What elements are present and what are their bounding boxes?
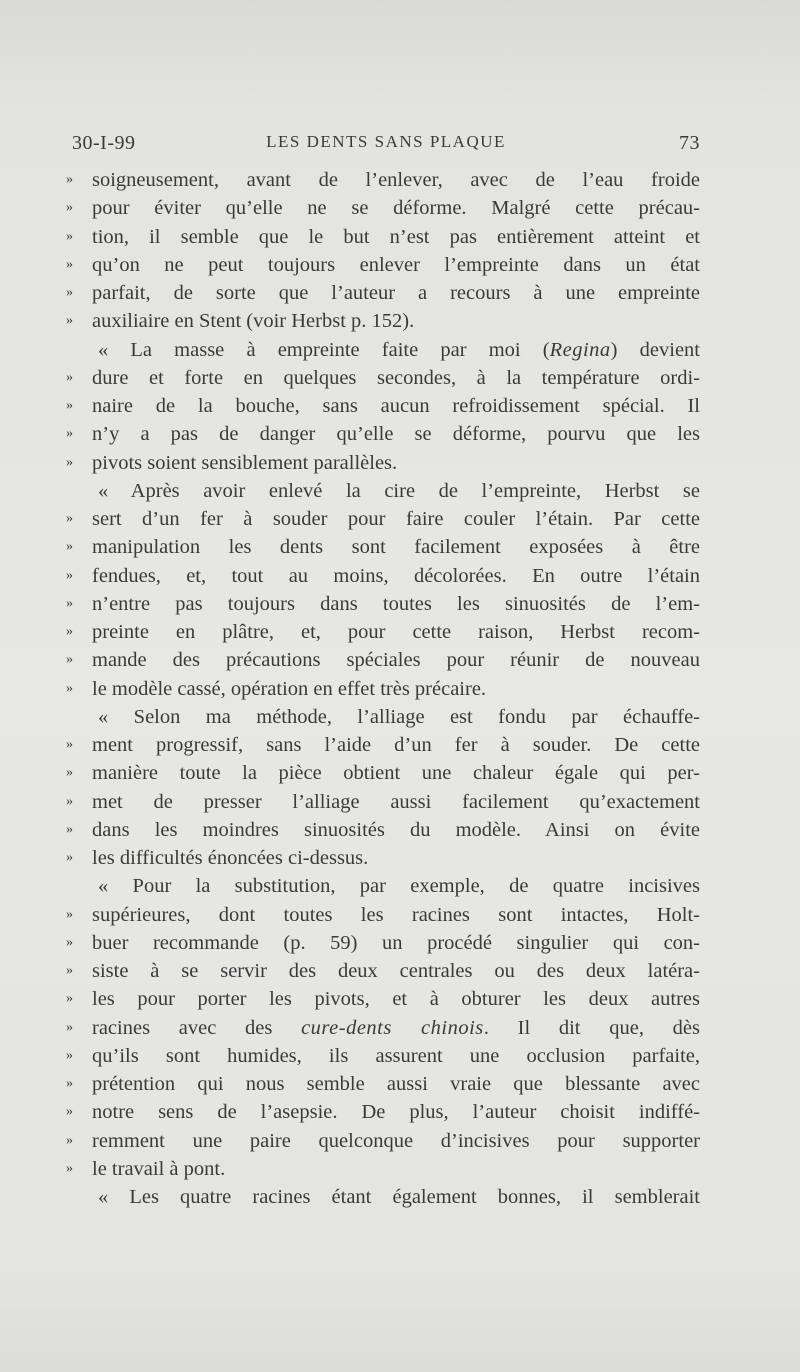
- text-line: [64, 957, 700, 985]
- text-line: [64, 731, 700, 759]
- quote-mark: »: [66, 1019, 73, 1035]
- line-text: « Après avoir enlevé la cire de l’empreinte, Herbst se: [98, 479, 700, 502]
- text-line: [64, 1155, 700, 1183]
- text-line: [64, 251, 700, 279]
- quote-mark: »: [66, 793, 73, 809]
- line-text: manipulation les dents sont facilement exposées à être: [92, 536, 700, 559]
- text-line: [64, 646, 700, 674]
- text-line: [64, 788, 700, 816]
- line-text: « Selon ma méthode, l’alliage est fondu par échauffe-: [98, 705, 700, 728]
- quote-mark: »: [66, 256, 73, 272]
- quote-mark: »: [66, 906, 73, 922]
- line-text: auxiliaire en Stent (voir Herbst p. 152).: [92, 310, 415, 333]
- text-line: [64, 590, 700, 618]
- text-line: [64, 307, 700, 335]
- line-text: ment progressif, sans l’aide d’un fer à souder. De cette: [92, 734, 700, 756]
- text-line: [64, 223, 700, 251]
- text-line: [64, 844, 700, 872]
- quote-mark: »: [66, 595, 73, 611]
- quote-mark: »: [66, 1104, 73, 1120]
- text-line: [64, 816, 700, 844]
- line-text: n’y a pas de danger qu’elle se déforme, pourvu que les: [92, 423, 700, 446]
- line-text: qu’ils sont humides, ils assurent une occlusion parfaite,: [92, 1044, 700, 1067]
- quote-mark: »: [66, 426, 73, 442]
- quote-mark: »: [66, 624, 73, 639]
- quote-mark: »: [66, 200, 73, 216]
- line-text: prétention qui nous semble aussi vraie que blessante avec: [92, 1073, 700, 1095]
- text-line: [64, 533, 700, 561]
- text-line: [64, 618, 700, 646]
- text-line: [64, 1127, 700, 1155]
- quote-mark: »: [66, 313, 73, 329]
- line-text: parfait, de sorte que l’auteur a recours à une empreinte: [92, 282, 700, 304]
- text-line: [64, 336, 700, 364]
- text-line: [64, 1070, 700, 1098]
- header-title: LES DENTS SANS PLAQUE: [266, 132, 506, 151]
- text-line: [64, 505, 700, 533]
- line-text: sert d’un fer à souder pour faire couler l’étain. Par cette: [92, 508, 700, 530]
- quote-mark: »: [66, 652, 73, 668]
- line-text: naire de la bouche, sans aucun refroidissement spécial. Il: [92, 395, 700, 417]
- line-text: met de presser l’alliage aussi facilement qu’exactement: [92, 790, 700, 813]
- quote-mark: »: [66, 821, 73, 837]
- line-text: racines avec des cure-dents chinois. Il dit que, dès: [92, 1016, 700, 1039]
- line-text: buer recommande (p. 59) un procédé singulier qui con-: [92, 931, 700, 954]
- text-line: [64, 392, 700, 420]
- text-line: [64, 872, 700, 900]
- line-text: le travail à pont.: [92, 1157, 226, 1180]
- line-text: les difficultés énoncées ci-dessus.: [92, 847, 369, 869]
- line-text: pour éviter qu’elle ne se déforme. Malgré cette précau-: [92, 197, 700, 220]
- quote-mark: »: [66, 765, 73, 781]
- text-line: [64, 1014, 700, 1042]
- line-text: preinte en plâtre, et, pour cette raison, Herbst recom-: [92, 621, 700, 643]
- text-line: [64, 562, 700, 590]
- text-line: [64, 1098, 700, 1126]
- text-line: [64, 929, 700, 957]
- line-text: « Les quatre racines étant également bonnes, il semblerait: [98, 1186, 700, 1208]
- header-date: 30-I-99: [72, 132, 136, 154]
- quote-mark: »: [66, 539, 73, 555]
- quote-mark: »: [66, 1047, 73, 1063]
- quote-mark: »: [66, 1076, 73, 1091]
- text-line: [64, 901, 700, 929]
- quote-mark: »: [66, 398, 73, 413]
- line-text: tion, il semble que le but n’est pas entièrement atteint et: [92, 225, 700, 248]
- text-line: [64, 675, 700, 703]
- text-line: [64, 1042, 700, 1070]
- line-text: le modèle cassé, opération en effet très précaire.: [92, 677, 487, 700]
- line-text: dans les moindres sinuosités du modèle. Ainsi on évite: [92, 818, 700, 841]
- text-line: [64, 703, 700, 731]
- quote-mark: »: [66, 991, 73, 1007]
- quote-mark: »: [66, 1160, 73, 1176]
- text-line: [64, 279, 700, 307]
- page-number: 73: [679, 132, 700, 154]
- text-line: [64, 194, 700, 222]
- line-text: qu’on ne peut toujours enlever l’empreinte dans un état: [92, 253, 700, 276]
- text-line: [64, 420, 700, 448]
- line-text: n’entre pas toujours dans toutes les sinuosités de l’em-: [92, 592, 700, 615]
- text-line: [64, 477, 700, 505]
- text-line: [64, 166, 700, 194]
- quote-mark: »: [66, 172, 73, 187]
- line-text: mande des précautions spéciales pour réunir de nouveau: [92, 649, 700, 672]
- line-text: « Pour la substitution, par exemple, de quatre incisives: [98, 875, 700, 898]
- quote-mark: »: [66, 285, 73, 300]
- quote-mark: »: [66, 963, 73, 978]
- quote-mark: »: [66, 228, 73, 244]
- line-text: manière toute la pièce obtient une chaleur égale qui per-: [92, 762, 700, 785]
- text-line: [64, 985, 700, 1013]
- line-text: les pour porter les pivots, et à obturer les deux autres: [92, 988, 700, 1011]
- quote-mark: »: [66, 934, 73, 950]
- quote-mark: »: [66, 511, 73, 526]
- line-text: « La masse à empreinte faite par moi (Regina) devient: [98, 338, 700, 361]
- line-text: remment une paire quelconque d’incisives pour supporter: [92, 1129, 700, 1152]
- quote-mark: »: [66, 369, 73, 385]
- quote-mark: »: [66, 737, 73, 752]
- italic-term: Regina: [549, 338, 611, 361]
- text-line: [64, 449, 700, 477]
- line-text: pivots soient sensiblement parallèles.: [92, 451, 398, 474]
- body-text: [64, 166, 700, 1211]
- line-text: soigneusement, avant de l’enlever, avec de l’eau froide: [92, 169, 700, 191]
- quote-mark: »: [66, 850, 73, 865]
- line-text: fendues, et, tout au moins, décolorées. En outre l’étain: [92, 564, 700, 587]
- text-line: [64, 364, 700, 392]
- quote-mark: »: [66, 454, 73, 470]
- text-line: [64, 1183, 700, 1211]
- quote-mark: »: [66, 680, 73, 696]
- line-text: dure et forte en quelques secondes, à la température ordi-: [92, 366, 700, 389]
- quote-mark: »: [66, 567, 73, 583]
- quote-mark: »: [66, 1132, 73, 1148]
- running-header: [72, 128, 700, 158]
- text-line: [64, 759, 700, 787]
- line-text: supérieures, dont toutes les racines sont intactes, Holt-: [92, 903, 700, 926]
- italic-term: cure-dents chinois: [301, 1016, 484, 1039]
- line-text: siste à se servir des deux centrales ou des deux latéra-: [92, 960, 700, 982]
- line-text: notre sens de l’asepsie. De plus, l’auteur choisit indiffé-: [92, 1101, 700, 1124]
